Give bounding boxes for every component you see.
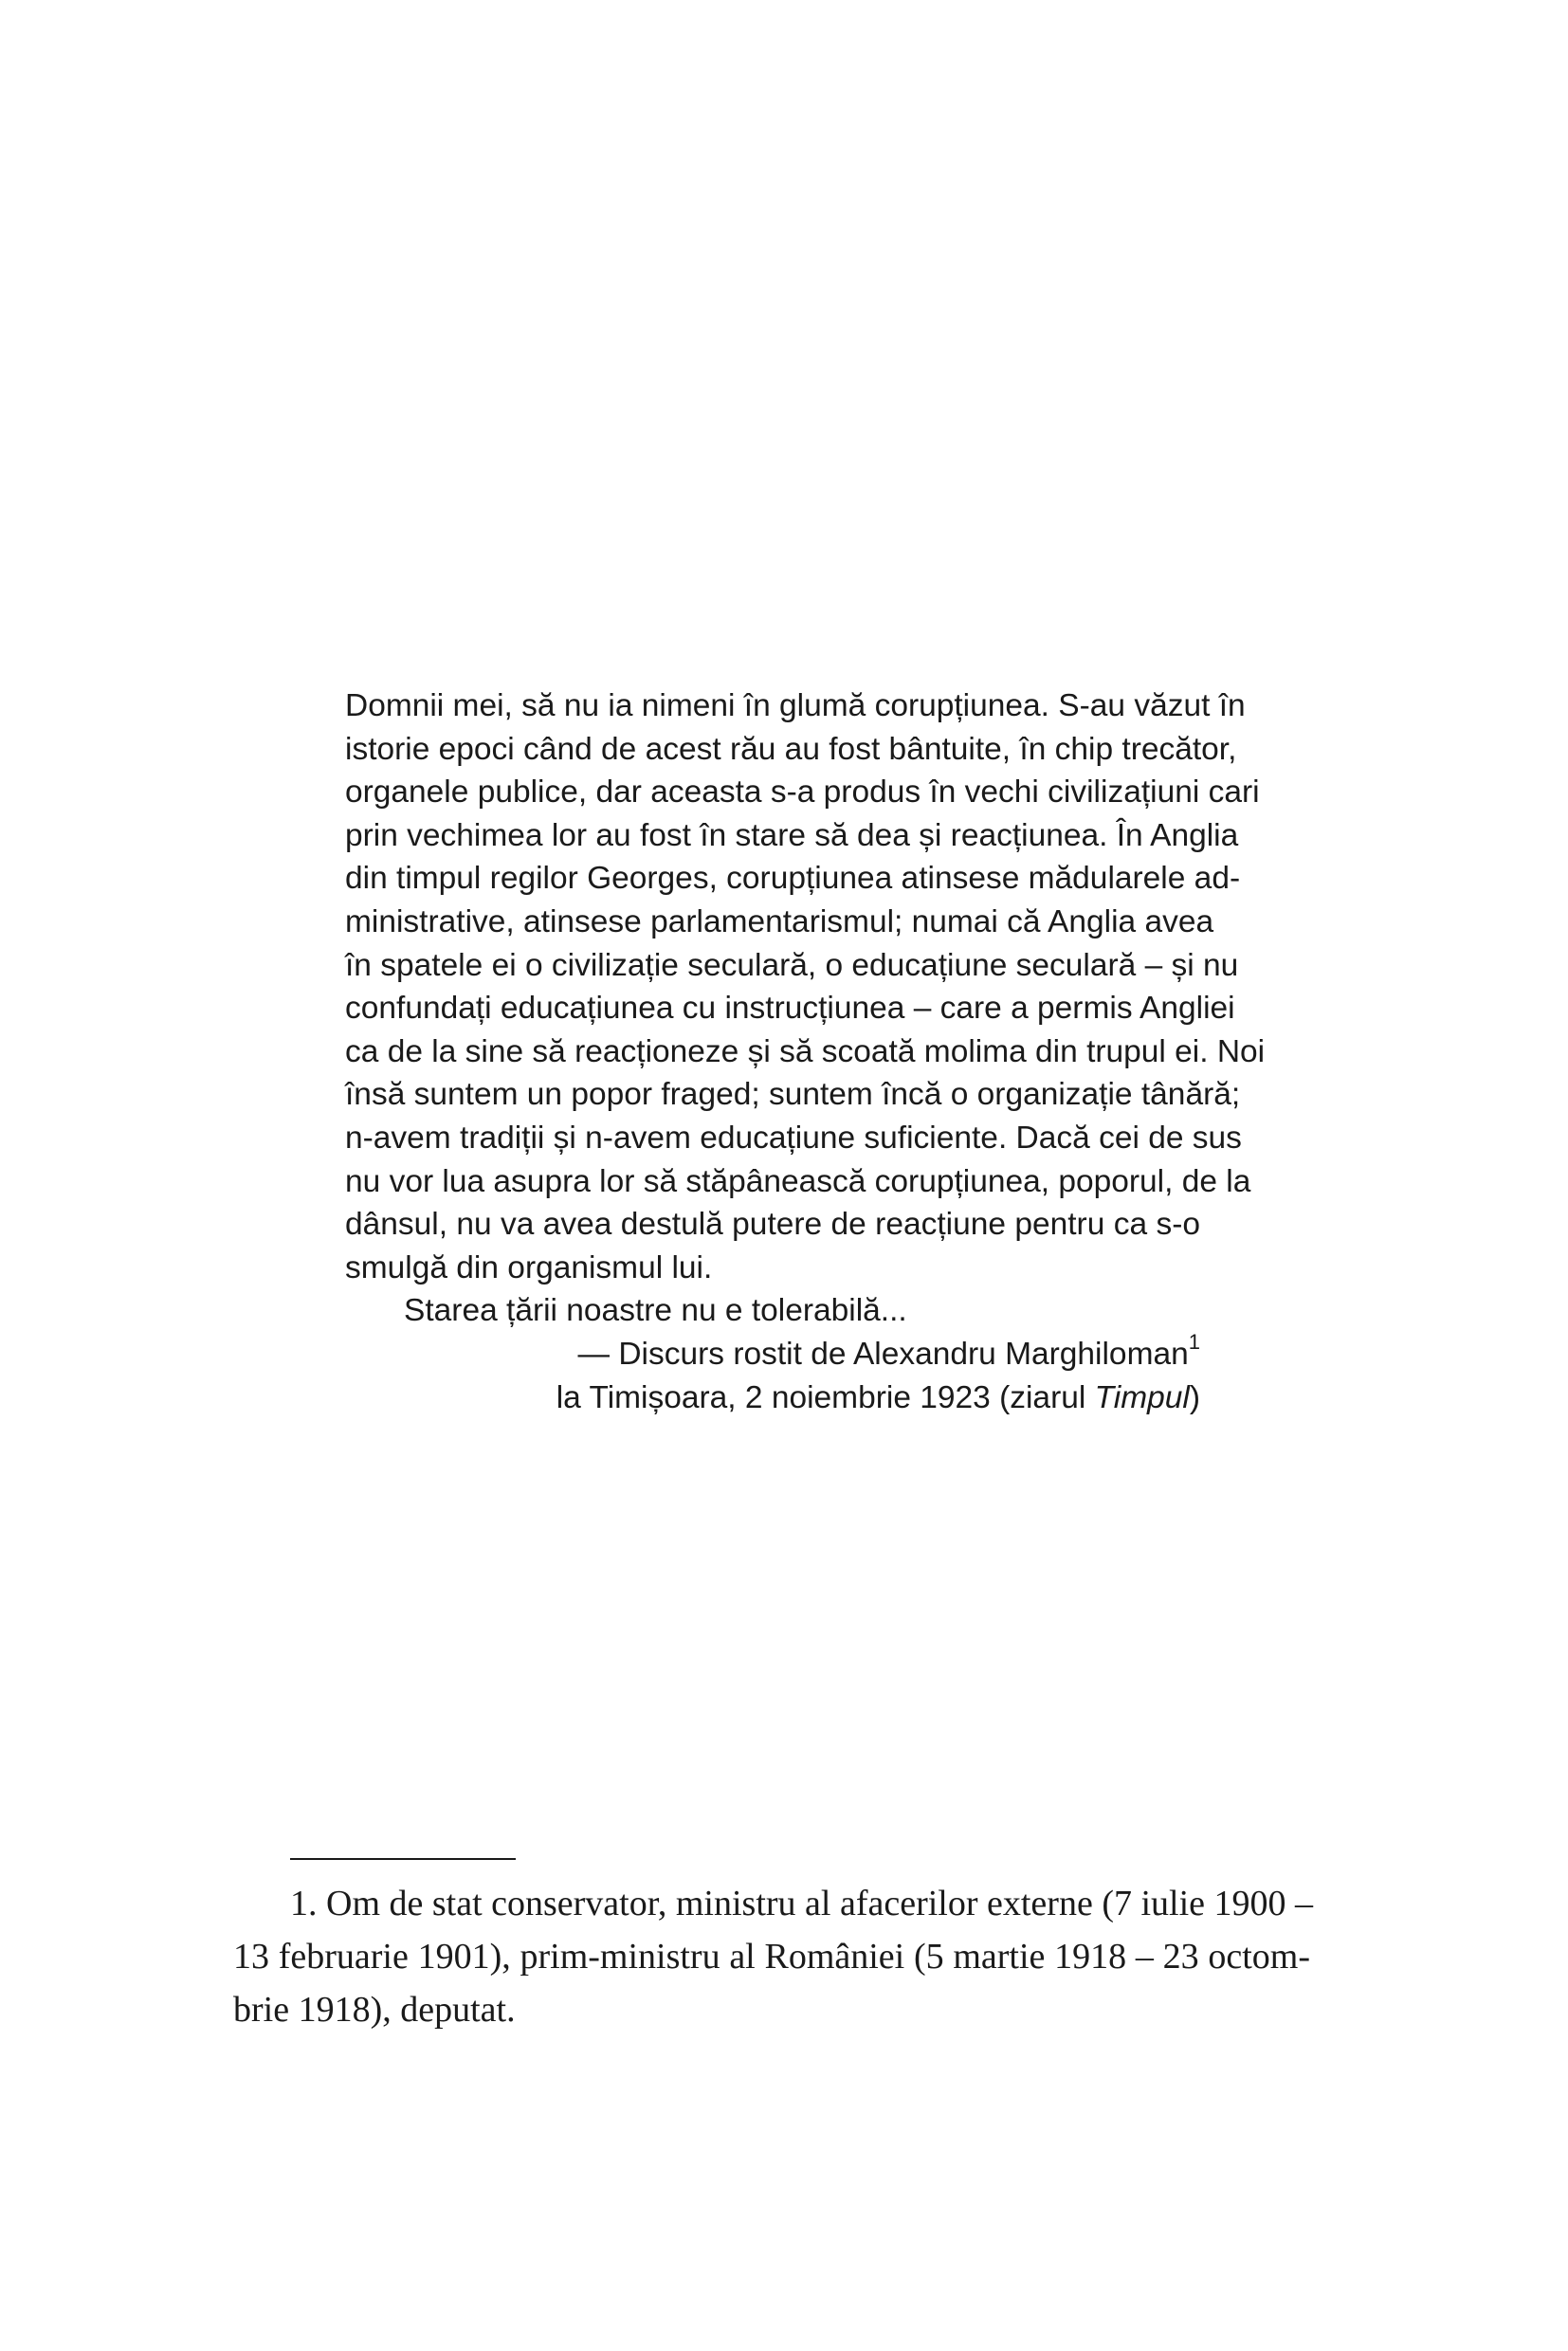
footnote <box>233 1877 1314 2036</box>
epigraph-closing: Starea țării noastre nu e tolerabilă... <box>404 1293 907 1329</box>
attribution-source: Timpul <box>1094 1379 1190 1415</box>
epigraph-line: nu vor lua asupra lor să stăpânească corupțiunea, poporul, de la <box>345 1163 1251 1199</box>
epigraph-line: din timpul regilor Georges, corupțiunea atinsese mădularele ad- <box>345 861 1241 897</box>
epigraph-line: ministrative, atinsese parlamentarismul; numai că Anglia avea <box>345 903 1214 939</box>
epigraph-line: în spatele ei o civilizație seculară, o educațiune seculară – și nu <box>345 947 1239 983</box>
footnote-divider <box>290 1858 516 1860</box>
epigraph-line: confundați educațiunea cu instrucțiunea – care a permis Angliei <box>345 991 1235 1027</box>
epigraph-line: ca de la sine să reacționeze și să scoată molima din trupul ei. Noi <box>345 1033 1266 1069</box>
epigraph-line: smulgă din organismul lui. <box>345 1249 713 1285</box>
attribution-text: la Timișoara, 2 noiembrie 1923 (ziarul <box>556 1379 1095 1415</box>
attribution-place-date <box>345 1376 1200 1420</box>
epigraph <box>345 684 1266 1419</box>
attribution-author <box>345 1329 1200 1376</box>
epigraph-line: istorie epoci când de acest rău au fost bântuite, în chip trecător, <box>345 731 1237 767</box>
footnote-line: brie 1918), deputat. <box>233 1990 516 2030</box>
attribution-end: ) <box>1189 1379 1200 1415</box>
epigraph-line: Domnii mei, să nu ia nimeni în glumă corupțiunea. S-au văzut în <box>345 688 1246 723</box>
attribution-text: — Discurs rostit de Alexandru Marghiloman <box>577 1336 1189 1372</box>
epigraph-line: n-avem tradiții și n-avem educațiune suficiente. Dacă cei de sus <box>345 1120 1242 1156</box>
epigraph-line: dânsul, nu va avea destulă putere de reacțiune pentru ca s-o <box>345 1207 1200 1243</box>
footnote-line: 13 februarie 1901), prim-ministru al României (5 martie 1918 – 23 octom- <box>233 1937 1310 1977</box>
footnote-line: 1. Om de stat conservator, ministru al afacerilor externe (7 iulie 1900 – <box>290 1884 1314 1923</box>
footnote-reference: 1 <box>1188 1329 1200 1354</box>
epigraph-line: prin vechimea lor au fost în stare să dea și reacțiunea. În Anglia <box>345 817 1239 853</box>
epigraph-line: însă suntem un popor fraged; suntem încă o organizație tânără; <box>345 1077 1241 1113</box>
epigraph-line: organele publice, dar aceasta s-a produs în vechi civilizațiuni cari <box>345 775 1260 811</box>
